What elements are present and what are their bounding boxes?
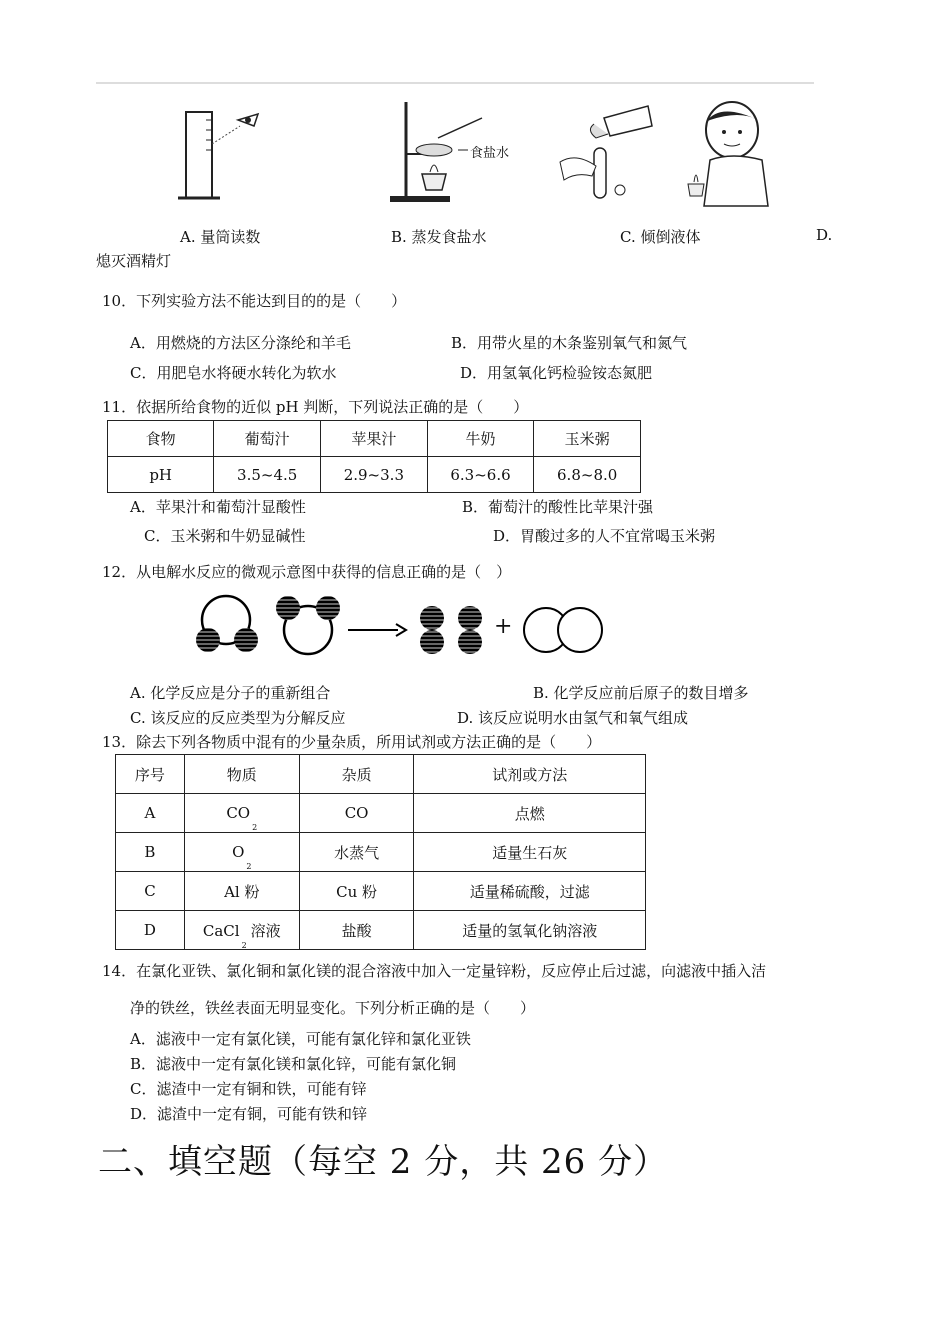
ph-header-cell: 玉米粥 [534, 421, 641, 457]
ph-cell: 6.8~8.0 [534, 457, 641, 493]
q12-option-b: B. 化学反应前后原子的数目增多 [533, 684, 749, 702]
row-method: 点燃 [414, 794, 646, 833]
q11-stem: 11．依据所给食物的近似 pH 判断，下列说法正确的是（ ） [102, 398, 529, 416]
top-rule [96, 82, 814, 84]
option-c-caption: C. 倾倒液体 [620, 228, 701, 246]
q10-option-a: A．用燃烧的方法区分涤纶和羊毛 [130, 334, 351, 352]
q10-option-b: B．用带火星的木条鉴别氧气和氮气 [451, 334, 688, 352]
row-impurity: 水蒸气 [299, 833, 414, 872]
q12-option-c: C. 该反应的反应类型为分解反应 [130, 709, 346, 727]
option-d-letter: D. [816, 226, 833, 244]
ph-cell: 2.9~3.3 [321, 457, 428, 493]
impurity-header-cell: 杂质 [299, 755, 414, 794]
impurity-header-cell: 试剂或方法 [414, 755, 646, 794]
row-id: A [116, 794, 185, 833]
q12-option-d: D. 该反应说明水由氢气和氧气组成 [457, 709, 689, 727]
row-id: B [116, 833, 185, 872]
q10-stem: 10．下列实验方法不能达到目的的是（ ） [102, 292, 407, 310]
q14-option-b: B．滤液中一定有氯化镁和氯化锌，可能有氯化铜 [130, 1055, 457, 1073]
row-method: 适量的氢氧化钠溶液 [414, 911, 646, 950]
q14-option-c: C．滤渣中一定有铜和铁，可能有锌 [130, 1080, 367, 1098]
q14-stem-line2: 净的铁丝，铁丝表面无明显变化。下列分析正确的是（ ） [130, 999, 536, 1017]
alcohol-lamp-figure [680, 98, 780, 210]
plus-sign: + [494, 614, 513, 639]
row-method: 适量稀硫酸，过滤 [414, 872, 646, 911]
q11-option-d: D．胃酸过多的人不宜常喝玉米粥 [493, 527, 716, 545]
ph-cell: pH [108, 457, 214, 493]
impurity-table [115, 754, 646, 950]
ph-cell: 3.5~4.5 [214, 457, 321, 493]
q10-option-c: C．用肥皂水将硬水转化为软水 [130, 364, 337, 382]
row-impurity: 盐酸 [299, 911, 414, 950]
ph-header-cell: 苹果汁 [321, 421, 428, 457]
row-id: D [116, 911, 185, 950]
q14-stem-line1: 14．在氯化亚铁、氯化铜和氯化镁的混合溶液中加入一定量锌粉，反应停止后过滤，向滤液中插入洁 [102, 962, 767, 980]
ph-header-cell: 牛奶 [427, 421, 534, 457]
q14-option-d: D．滤渣中一定有铜，可能有铁和锌 [130, 1105, 368, 1123]
q11-option-a: A．苹果汁和葡萄汁显酸性 [130, 498, 306, 516]
ph-table [107, 420, 641, 493]
row-substance: CaCl$_2$溶液 [184, 911, 299, 950]
row-substance: $CO_2$ [184, 794, 299, 833]
salt-water-label: 食盐水 [470, 146, 510, 161]
ph-cell: 6.3~6.6 [427, 457, 534, 493]
option-b-caption: B. 蒸发食盐水 [391, 228, 487, 246]
impurity-header-cell: 序号 [116, 755, 185, 794]
row-impurity: Cu 粉 [299, 872, 414, 911]
row-substance: $O_2$ [184, 833, 299, 872]
q12-stem: 12．从电解水反应的微观示意图中获得的信息正确的是（ ） [102, 563, 512, 581]
q11-option-b: B．葡萄汁的酸性比苹果汁强 [462, 498, 654, 516]
ph-header-cell: 食物 [108, 421, 214, 457]
option-d-caption: 熄灭酒精灯 [96, 252, 172, 270]
section-heading: 二、填空题（每空 2 分，共 26 分） [98, 1142, 669, 1182]
option-a-caption: A. 量筒读数 [180, 228, 261, 246]
row-id: C [116, 872, 185, 911]
electrolysis-diagram [190, 590, 620, 666]
row-substance: Al 粉 [184, 872, 299, 911]
q12-option-a: A. 化学反应是分子的重新组合 [130, 684, 331, 702]
ph-header-cell: 葡萄汁 [214, 421, 321, 457]
q13-stem: 13．除去下列各物质中混有的少量杂质，所用试剂或方法正确的是（ ） [102, 733, 602, 751]
pouring-liquid-figure [556, 96, 666, 208]
impurity-header-cell: 物质 [184, 755, 299, 794]
q10-option-d: D．用氢氧化钙检验铵态氮肥 [460, 364, 653, 382]
graduated-cylinder-figure [176, 100, 276, 204]
q14-option-a: A．滤液中一定有氯化镁，可能有氯化锌和氯化亚铁 [130, 1030, 471, 1048]
row-method: 适量生石灰 [414, 833, 646, 872]
row-impurity: CO [299, 794, 414, 833]
q11-option-c: C．玉米粥和牛奶显碱性 [144, 527, 306, 545]
